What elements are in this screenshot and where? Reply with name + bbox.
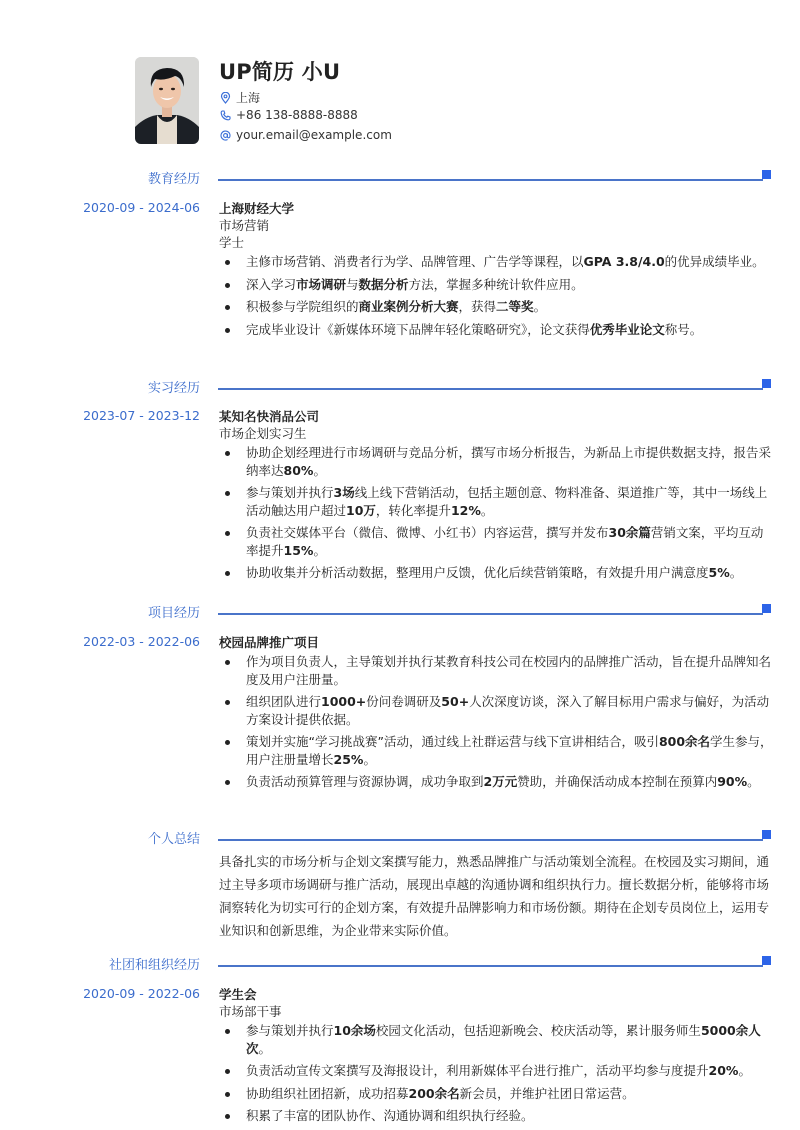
bullet-item: 参与策划并执行3场线上线下营销活动，包括主题创意、物料准备、渠道推广等，其中一场线上活动触达用户超过10万，转化率提升12%。 [219,484,774,519]
section-project-header [0,602,800,622]
phone-icon [219,109,231,121]
contact-location [219,89,260,106]
section-square-marker [762,956,771,965]
project-entry [219,634,774,796]
section-title: 教育经历 [147,172,200,187]
section-square-marker [762,379,771,388]
avatar [135,57,199,144]
bullet-item: 负责活动宣传文案撰写及海报设计，利用新媒体平台进行推广，活动平均参与度提升20%。 [219,1062,774,1080]
at-icon [219,129,231,141]
club-role: 市场部干事 [219,1004,282,1019]
education-date: 2020-09 - 2024-06 [83,200,200,215]
project-bullets [219,653,774,791]
major: 市场营销 [219,218,270,233]
club-name: 学生会 [219,987,257,1002]
email-text[interactable]: your.email@example.com [236,128,392,142]
job-role: 市场企划实习生 [219,426,307,441]
section-title: 实习经历 [147,381,200,396]
bullet-item: 完成毕业设计《新媒体环境下品牌年轻化策略研究》，论文获得优秀毕业论文称号。 [219,321,774,339]
bullet-item: 深入学习市场调研与数据分析方法，掌握多种统计软件应用。 [219,276,774,294]
company-name: 某知名快消品公司 [219,409,320,424]
school-name: 上海财经大学 [219,201,295,216]
club-date: 2020-09 - 2022-06 [83,986,200,1001]
section-divider [218,179,763,181]
section-divider [218,839,763,841]
location-text: 上海 [236,91,261,105]
section-title: 个人总结 [147,832,200,847]
section-title: 社团和组织经历 [108,958,200,973]
bullet-item: 组织团队进行1000+份问卷调研及50+人次深度访谈，深入了解目标用户需求与偏好，为活动方案设计提供依据。 [219,693,774,728]
degree: 学士 [219,235,245,250]
section-club-header [0,954,800,974]
bullet-item: 作为项目负责人，主导策划并执行某教育科技公司在校园内的品牌推广活动，旨在提升品牌知名度及用户注册量。 [219,653,774,688]
bullet-item: 协助组织社团招新，成功招募200余名新会员，并维护社团日常运营。 [219,1085,774,1103]
bullet-item: 协助企划经理进行市场调研与竞品分析，撰写市场分析报告，为新品上市提供数据支持，报告采纳率达80%。 [219,444,774,479]
education-bullets [219,253,774,338]
bullet-item: 策划并实施“学习挑战赛”活动，通过线上社群运营与线下宣讲相结合，吸引800余名学生参与，用户注册量增长25%。 [219,733,774,768]
section-square-marker [762,830,771,839]
section-divider [218,613,763,615]
internship-bullets [219,444,774,582]
candidate-name: UP简历 小U [219,60,341,84]
map-pin-icon [219,92,231,104]
phone-text: +86 138-8888-8888 [236,108,358,122]
bullet-item: 主修市场营销、消费者行为学、品牌管理、广告学等课程，以GPA 3.8/4.0的优异成绩毕业。 [219,253,774,271]
section-summary-header [0,828,800,848]
section-title: 项目经历 [147,606,200,621]
section-square-marker [762,170,771,179]
internship-entry [219,408,774,587]
education-entry [219,200,774,343]
bullet-item: 积累了丰富的团队协作、沟通协调和组织执行经验。 [219,1107,774,1125]
internship-date: 2023-07 - 2023-12 [83,408,200,423]
bullet-item: 积极参与学院组织的商业案例分析大赛，获得二等奖。 [219,298,774,316]
bullet-item: 协助收集并分析活动数据，整理用户反馈，优化后续营销策略，有效提升用户满意度5%。 [219,564,774,582]
section-education-header [0,168,800,188]
section-divider [218,388,763,390]
bullet-item: 负责活动预算管理与资源协调，成功争取到2万元赞助，并确保活动成本控制在预算内90%。 [219,773,774,791]
section-square-marker [762,604,771,613]
project-date: 2022-03 - 2022-06 [83,634,200,649]
section-internship-header [0,377,800,397]
bullet-item: 参与策划并执行10余场校园文化活动，包括迎新晚会、校庆活动等，累计服务师生5000余人次。 [219,1022,774,1057]
section-divider [218,965,763,967]
project-name: 校园品牌推广项目 [219,635,320,650]
club-bullets [219,1022,774,1125]
summary-text: 具备扎实的市场分析与企划文案撰写能力，熟悉品牌推广与活动策划全流程。在校园及实习期间，通过主导多项市场调研与推广活动，展现出卓越的沟通协调和组织执行力。擅长数据分析，能够将市场洞察转化为切实可行的企划方案，有效提升品牌影响力和市场份额。期待在企划专员岗位上，运用专业知识和创新思维，为企业带来实际价值。 [219,854,770,938]
contact-phone [219,108,358,122]
bullet-item: 负责社交媒体平台（微信、微博、小红书）内容运营，撰写并发布30余篇营销文案，平均互动率提升15%。 [219,524,774,559]
club-entry [219,986,774,1130]
contact-email [219,128,392,142]
